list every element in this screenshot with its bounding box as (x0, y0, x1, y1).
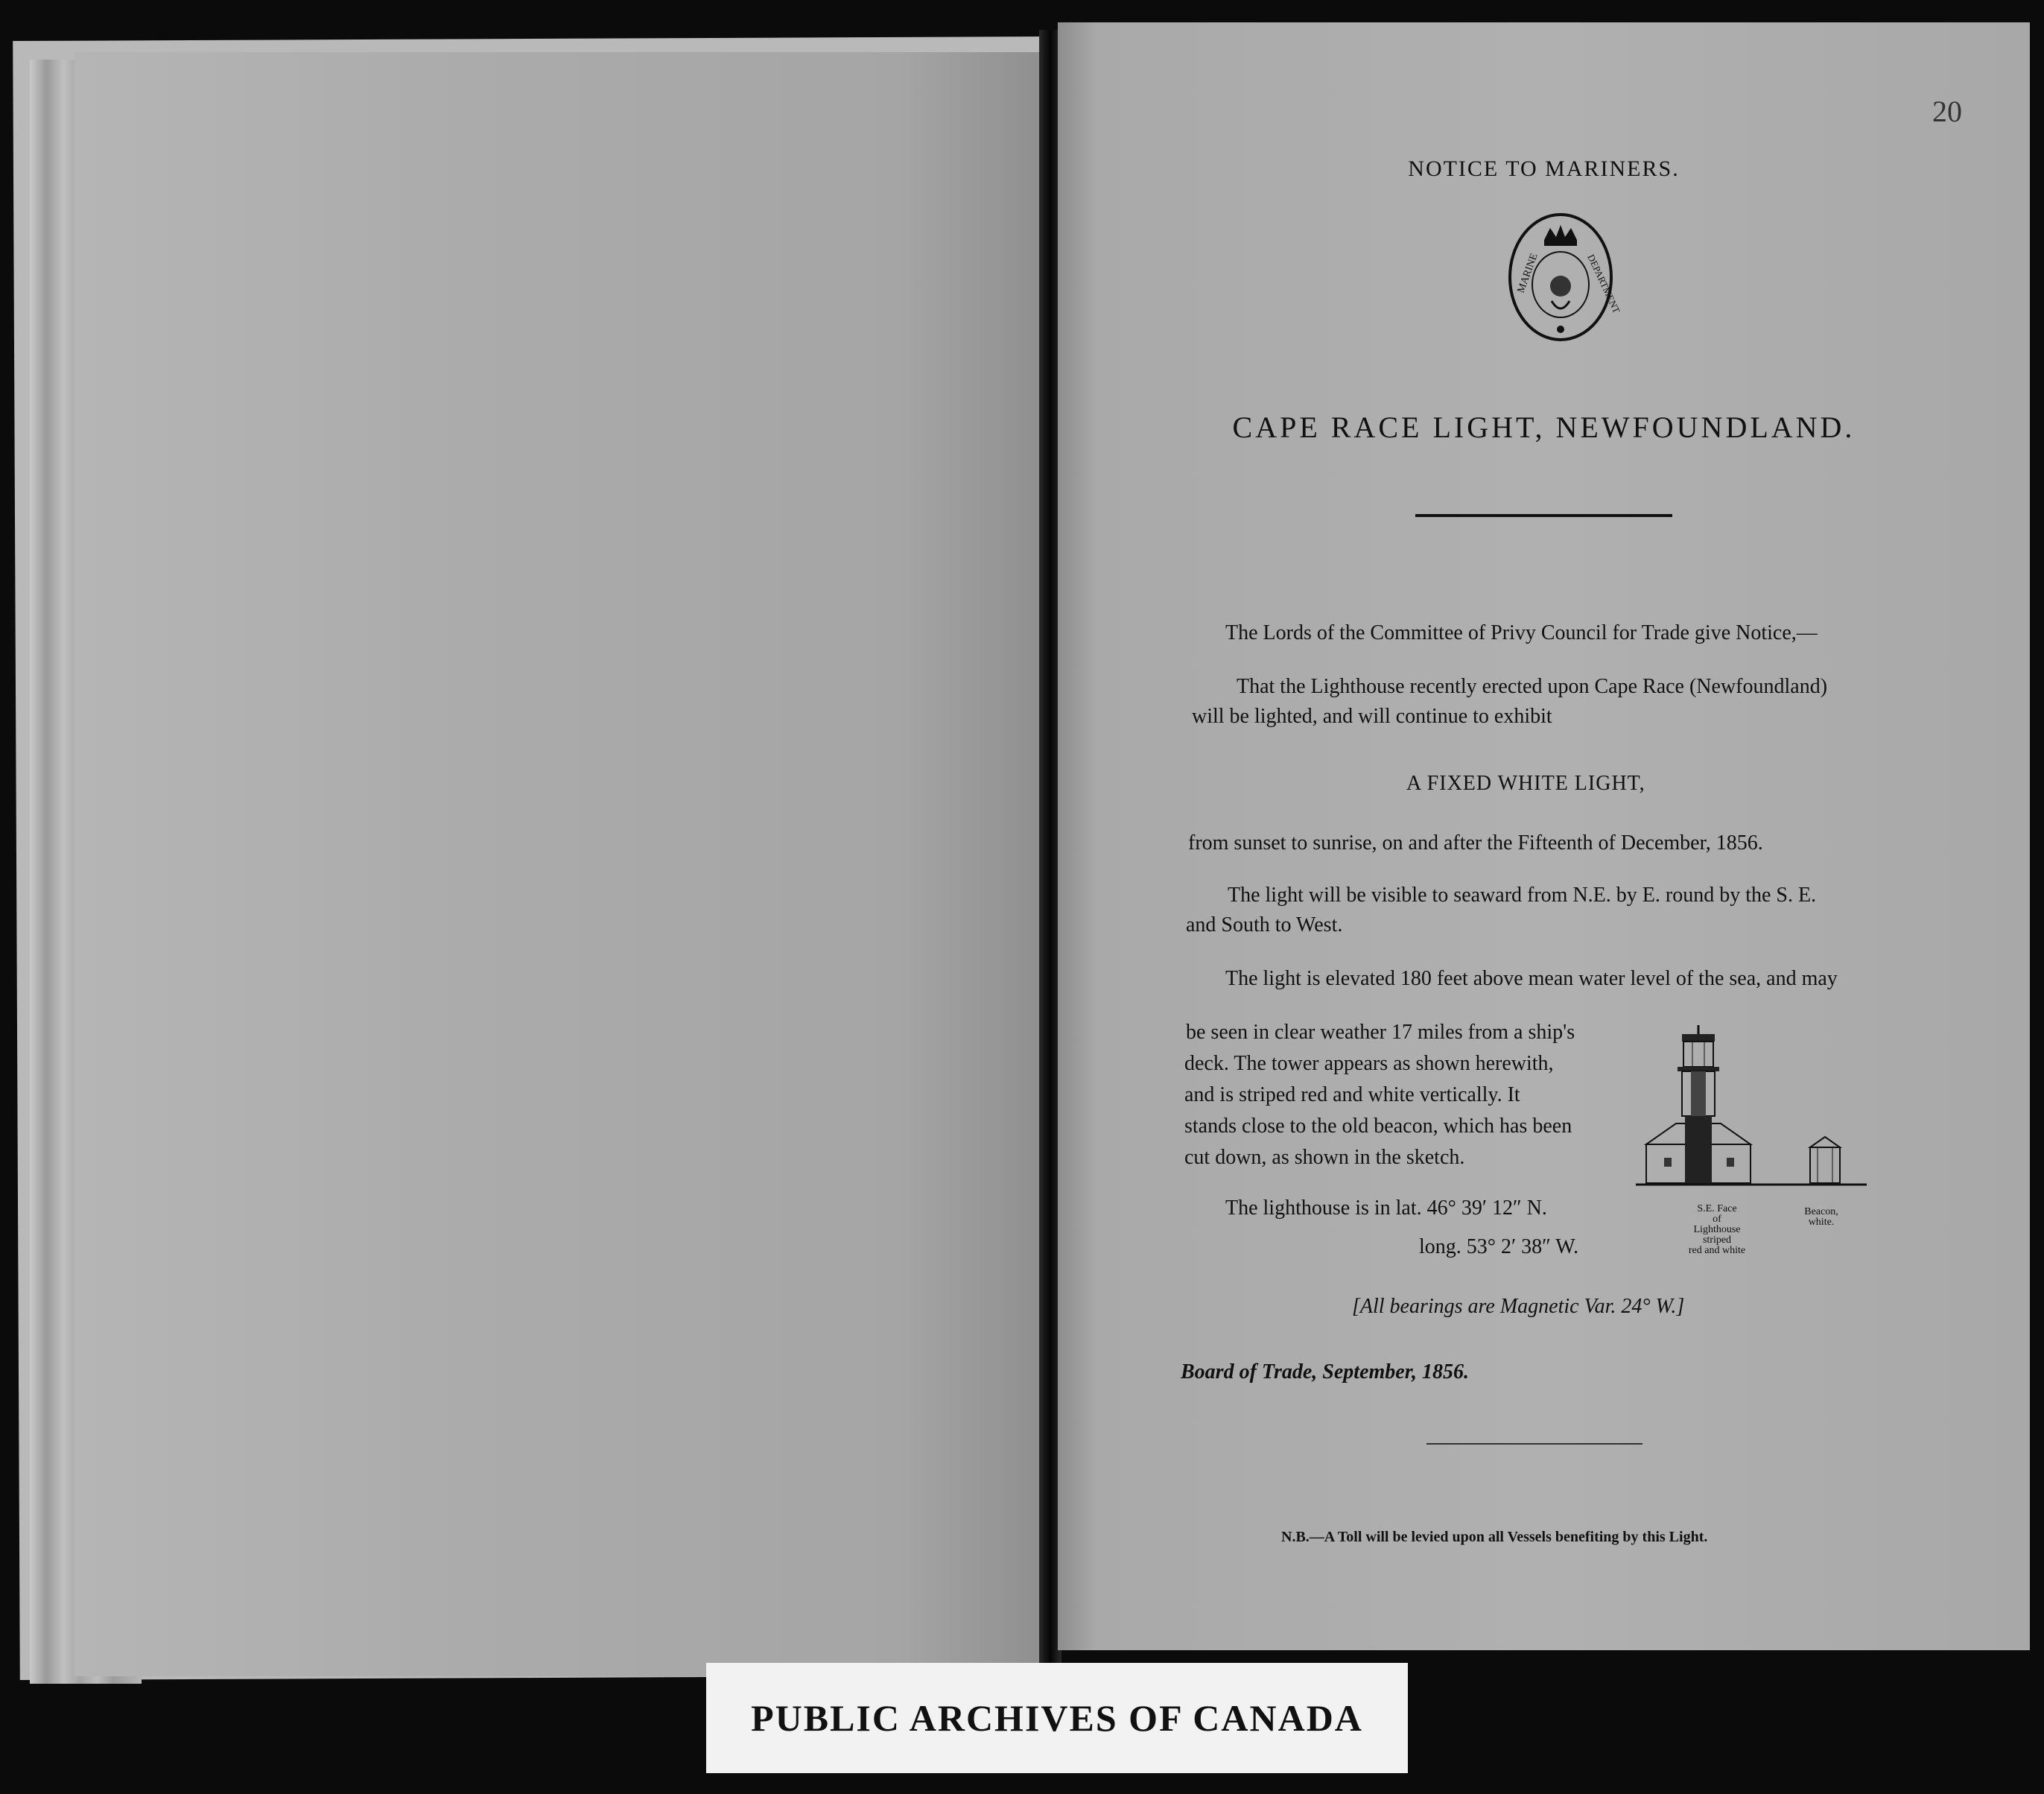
notice-heading: NOTICE TO MARINERS. (1408, 156, 1680, 181)
title-divider (1415, 514, 1672, 517)
paragraph-line: The light will be visible to seaward from N.E. by E. round by the S. E. (1228, 884, 1817, 907)
paragraph-line: That the Lighthouse recently erected upon Cape Race (Newfoundland) (1237, 675, 1828, 698)
paragraph-line: from sunset to sunrise, on and after the Fifteenth of December, 1856. (1188, 831, 1763, 855)
intro-line: The Lords of the Committee of Privy Council for Trade give Notice,— (1225, 621, 1818, 644)
lighthouse-caption: S.E. Face of Lighthouse striped red and white (1688, 1203, 1746, 1256)
longitude-line: long. 53° 2′ 38″ W. (1419, 1235, 1579, 1258)
toll-note: N.B.—A Toll will be levied upon all Vessels benefiting by this Light. (1281, 1529, 1708, 1545)
paragraph-line: The light is elevated 180 feet above mean water level of the sea, and may (1225, 967, 1838, 990)
svg-text:DEPARTMENT: DEPARTMENT (1585, 252, 1622, 315)
right-page (1058, 22, 2030, 1650)
beacon-caption: Beacon, white. (1804, 1206, 1838, 1228)
bottom-divider (1426, 1443, 1642, 1445)
paragraph-line: stands close to the old beacon, which has been (1184, 1115, 1572, 1138)
paragraph-line: cut down, as shown in the sketch. (1184, 1146, 1465, 1169)
signature-line: Board of Trade, September, 1856. (1181, 1360, 1470, 1383)
paragraph-line: and is striped red and white vertically. It (1184, 1083, 1520, 1106)
marine-department-crest-icon (1507, 212, 1622, 342)
paragraph-line: deck. The tower appears as shown herewith, (1184, 1052, 1554, 1075)
paragraph-line: and South to West. (1186, 913, 1343, 936)
archive-label: PUBLIC ARCHIVES OF CANADA (706, 1663, 1408, 1773)
paragraph-line: will be lighted, and will continue to exhibit (1192, 705, 1552, 728)
bearings-note: [All bearings are Magnetic Var. 24° W.] (1352, 1295, 1685, 1318)
light-type-line: A FIXED WHITE LIGHT, (1406, 772, 1645, 795)
latitude-line: The lighthouse is in lat. 46° 39′ 12″ N. (1225, 1196, 1547, 1220)
page-number: 20 (1932, 95, 1962, 128)
svg-text:MARINE: MARINE (1515, 252, 1540, 295)
notice-title: CAPE RACE LIGHT, NEWFOUNDLAND. (1232, 411, 1856, 444)
left-blank-page (74, 52, 1043, 1676)
paragraph-line: be seen in clear weather 17 miles from a ship's (1186, 1021, 1575, 1044)
